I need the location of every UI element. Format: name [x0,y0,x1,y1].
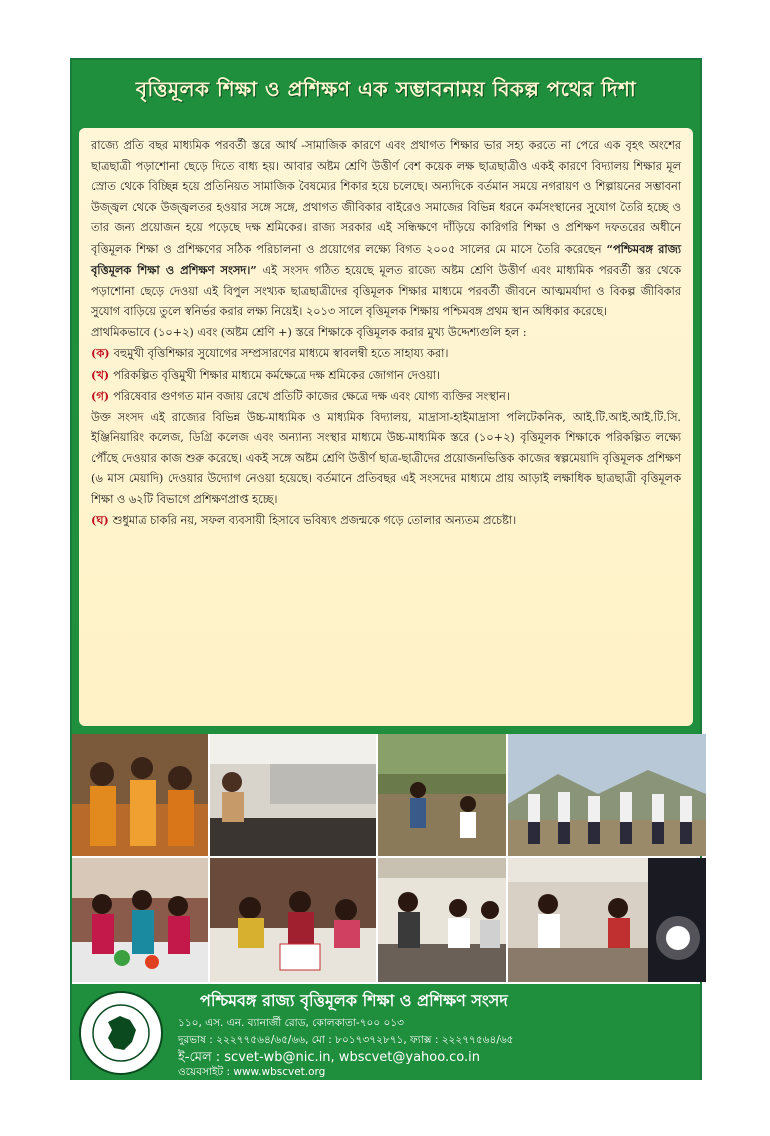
objective-item [91,343,681,365]
website-text[interactable]: ওয়েবসাইট : www.wbscvet.org [178,1066,326,1078]
page-title: বৃত্তিমূলক শিক্ষা ও প্রশিক্ষণ এক সম্ভাবনাময় বিকল্প পথের দিশা [135,76,637,101]
objective-item [91,510,681,532]
photo-food-preparation [72,858,208,982]
middle-paragraph: উক্ত সংসদ এই রাজ্যের বিভিন্ন উচ্চ-মাধ্যমিক ও মাধ্যমিক বিদ্যালয়, মাদ্রাসা-হাইমাদ্রাসা পলিটেকনিক, আই.টি.আই.আই.টি.সি. ইঞ্জিনিয়ারিং কলেজ, ডিগ্রি কলেজ এবং অন্যান্য সংস্থার মাধ্যমে উচ্চ-মাধ্যমিক স্তরে (১০+২) বৃত্তিমূলক শিক্ষাকে পরিকল্পিত লক্ষ্যে পৌঁছে দেওয়ার কাজ শুরু করেছে। একই সঙ্গে অষ্টম শ্রেণি উত্তীর্ণ ছাত্র-ছাত্রীদের প্রয়োজনভিত্তিক কাজের স্বল্পমেয়াদি বৃত্তিমূলক প্রশিক্ষণ (৬ মাস মেয়াদি) দেওয়ার উদ্যোগ নেওয়া হয়েছে। বর্তমানে প্রতিবছর এই সংসদের মাধ্যমে প্রায় আড়াই লক্ষাধিক ছাত্রছাত্রী বৃত্তিমূলক শিক্ষা ও ৬২টি বিভাগে প্রশিক্ষণপ্রাপ্ত হচ্ছে। [91,410,681,506]
objectives-intro: প্রাথমিকভাবে (১০+২) এবং (অষ্টম শ্রেণি +) স্তরে শিক্ষাকে বৃত্তিমূলক করার মুখ্য উদ্দেশ্যগুলি হল : [91,325,527,339]
header-banner [72,60,700,122]
phone-text: দুরভাষ : ২২২৭৭৫৬৪/৬৫/৬৬, মো : ৮০১৭৩৭২৮৭১, ফ্যাক্স : ২২২৭৭৫৬৪/৬৫ [178,1034,514,1046]
council-name: “পশ্চিমবঙ্গ রাজ্য বৃত্তিমূলক শিক্ষা ও প্রশিক্ষণ সংসদ।” [91,241,682,277]
objective-item [91,365,681,387]
photo-laboratory-class [378,858,506,982]
photo-handicraft-class [210,858,376,982]
objective-text: বহুমুখী বৃত্তিশিক্ষার সুযোগের সম্প্রসারণের মাধ্যমে স্বাবলম্বী হতে সাহায্য করা। [113,347,449,360]
intro-text-a: রাজ্যে প্রতি বছর মাধ্যমিক পরবর্তী স্তরে আর্থ -সামাজিক কারণে এবং প্রথাগত শিক্ষার ভার সহ্য করতে না পেরে এক বৃহৎ অংশের ছাত্রছাত্রী পড়াশোনা ছেড়ে দিতে বাধ্য হয়। আবার অষ্টম শ্রেণি উত্তীর্ণ বেশ কয়েক লক্ষ ছাত্রছাত্রীও একই কারণে বিদ্যালয় শিক্ষার মূল স্রোত থেকে বিচ্ছিন্ন হয়ে প্রতিনিয়ত সামাজিক বৈষম্যের শিকার হয়ে চলেছে। অন্যদিকে বর্তমান সময়ে নগরায়ণ ও শিল্পায়নের সম্ভাবনা উজ্জ্বল থেকে উজ্জ্বলতর হওয়ার সঙ্গে সঙ্গে, প্রথাগত জীবিকার বাইরেও সমাজের বিভিন্ন ধরনে কর্মসংস্থানের সুযোগ তৈরি হচ্ছে ও তার জন্য প্রয়োজন হয়ে পড়েছে দক্ষ শ্রমিকের। রাজ্য সরকার এই সন্ধিক্ষণে দাঁড়িয়ে কারিগরি শিক্ষা ও প্রশিক্ষণ দফতরের অধীনে বৃত্তিমূলক শিক্ষা ও প্রশিক্ষণের সঠিক পরিচালনা ও প্রয়োগের লক্ষ্যে বিগত ২০০৫ সালের মে মাসে তৈরি করেছেন [91,139,681,256]
photo-security-drill [508,734,706,856]
objective-marker: (খ) [91,367,110,382]
photo-collage [72,734,700,982]
objective-text: পরিষেবার গুণগত মান বজায় রেখে প্রতিটি কাজের ক্ষেত্রে দক্ষ এবং যোগ্য ব্যক্তির সংস্থান। [113,390,510,403]
objective-marker: (ক) [91,346,110,360]
objective-text: শুধুমাত্র চাকরি নয়, সফল ব্যবসায়ী হিসাবে ভবিষ্যৎ প্রজন্মকে গড়ে তোলার অন্যতম প্রচেষ্টা। [112,514,517,527]
contact-footer [72,984,700,1080]
email-text[interactable]: ই-মেল : scvet-wb@nic.in, wbscvet@yahoo.co.in [178,1050,480,1065]
photo-tailoring-students [72,734,208,856]
content-area [72,122,700,734]
objective-item [91,386,681,408]
text-box [79,128,693,726]
photo-field-training [378,734,506,856]
poster [70,58,702,1080]
org-name: পশ্চিমবঙ্গ রাজ্য বৃত্তিমূলক শিক্ষা ও প্রশিক্ষণ সংসদ [200,991,508,1010]
address-text: ১১০, এস. এন. ব্যানার্জী রোড, কোলকাতা-৭০০ ০১৩ [178,1017,404,1029]
intro-text-b: এই সংসদ গঠিত হয়েছে মূলত রাজ্যে অষ্টম শ্রেণি উত্তীর্ণ এবং মাধ্যমিক পরবর্তী স্তর থেকে পড়াশোনা ছেড়ে দেওয়া এই বিপুল সংখ্যক ছাত্রছাত্রীদের বৃত্তিমূলক শিক্ষার মাধ্যমে পরবর্তী জীবনে আত্মমর্যাদা ও বিকল্প জীবিকার সুযোগ বাড়িয়ে তুলে স্বনির্ভর করার লক্ষ্য নিয়েই। ২০১৩ সালে বৃত্তিমূলক শিক্ষায় পশ্চিমবঙ্গ প্রথম স্থান অধিকার করেছে। [91,264,682,318]
council-seal-icon [78,990,164,1076]
photo-welding-workshop [508,858,706,982]
objective-text: পরিকল্পিত বৃত্তিমুখী শিক্ষার মাধ্যমে কর্মক্ষেত্রে দক্ষ শ্রমিকের জোগান দেওয়া। [113,368,441,382]
objective-marker: (গ) [91,389,110,403]
photo-embroidery-machines [210,734,376,856]
intro-paragraph [91,136,681,323]
objective-marker: (ঘ) [91,513,109,527]
